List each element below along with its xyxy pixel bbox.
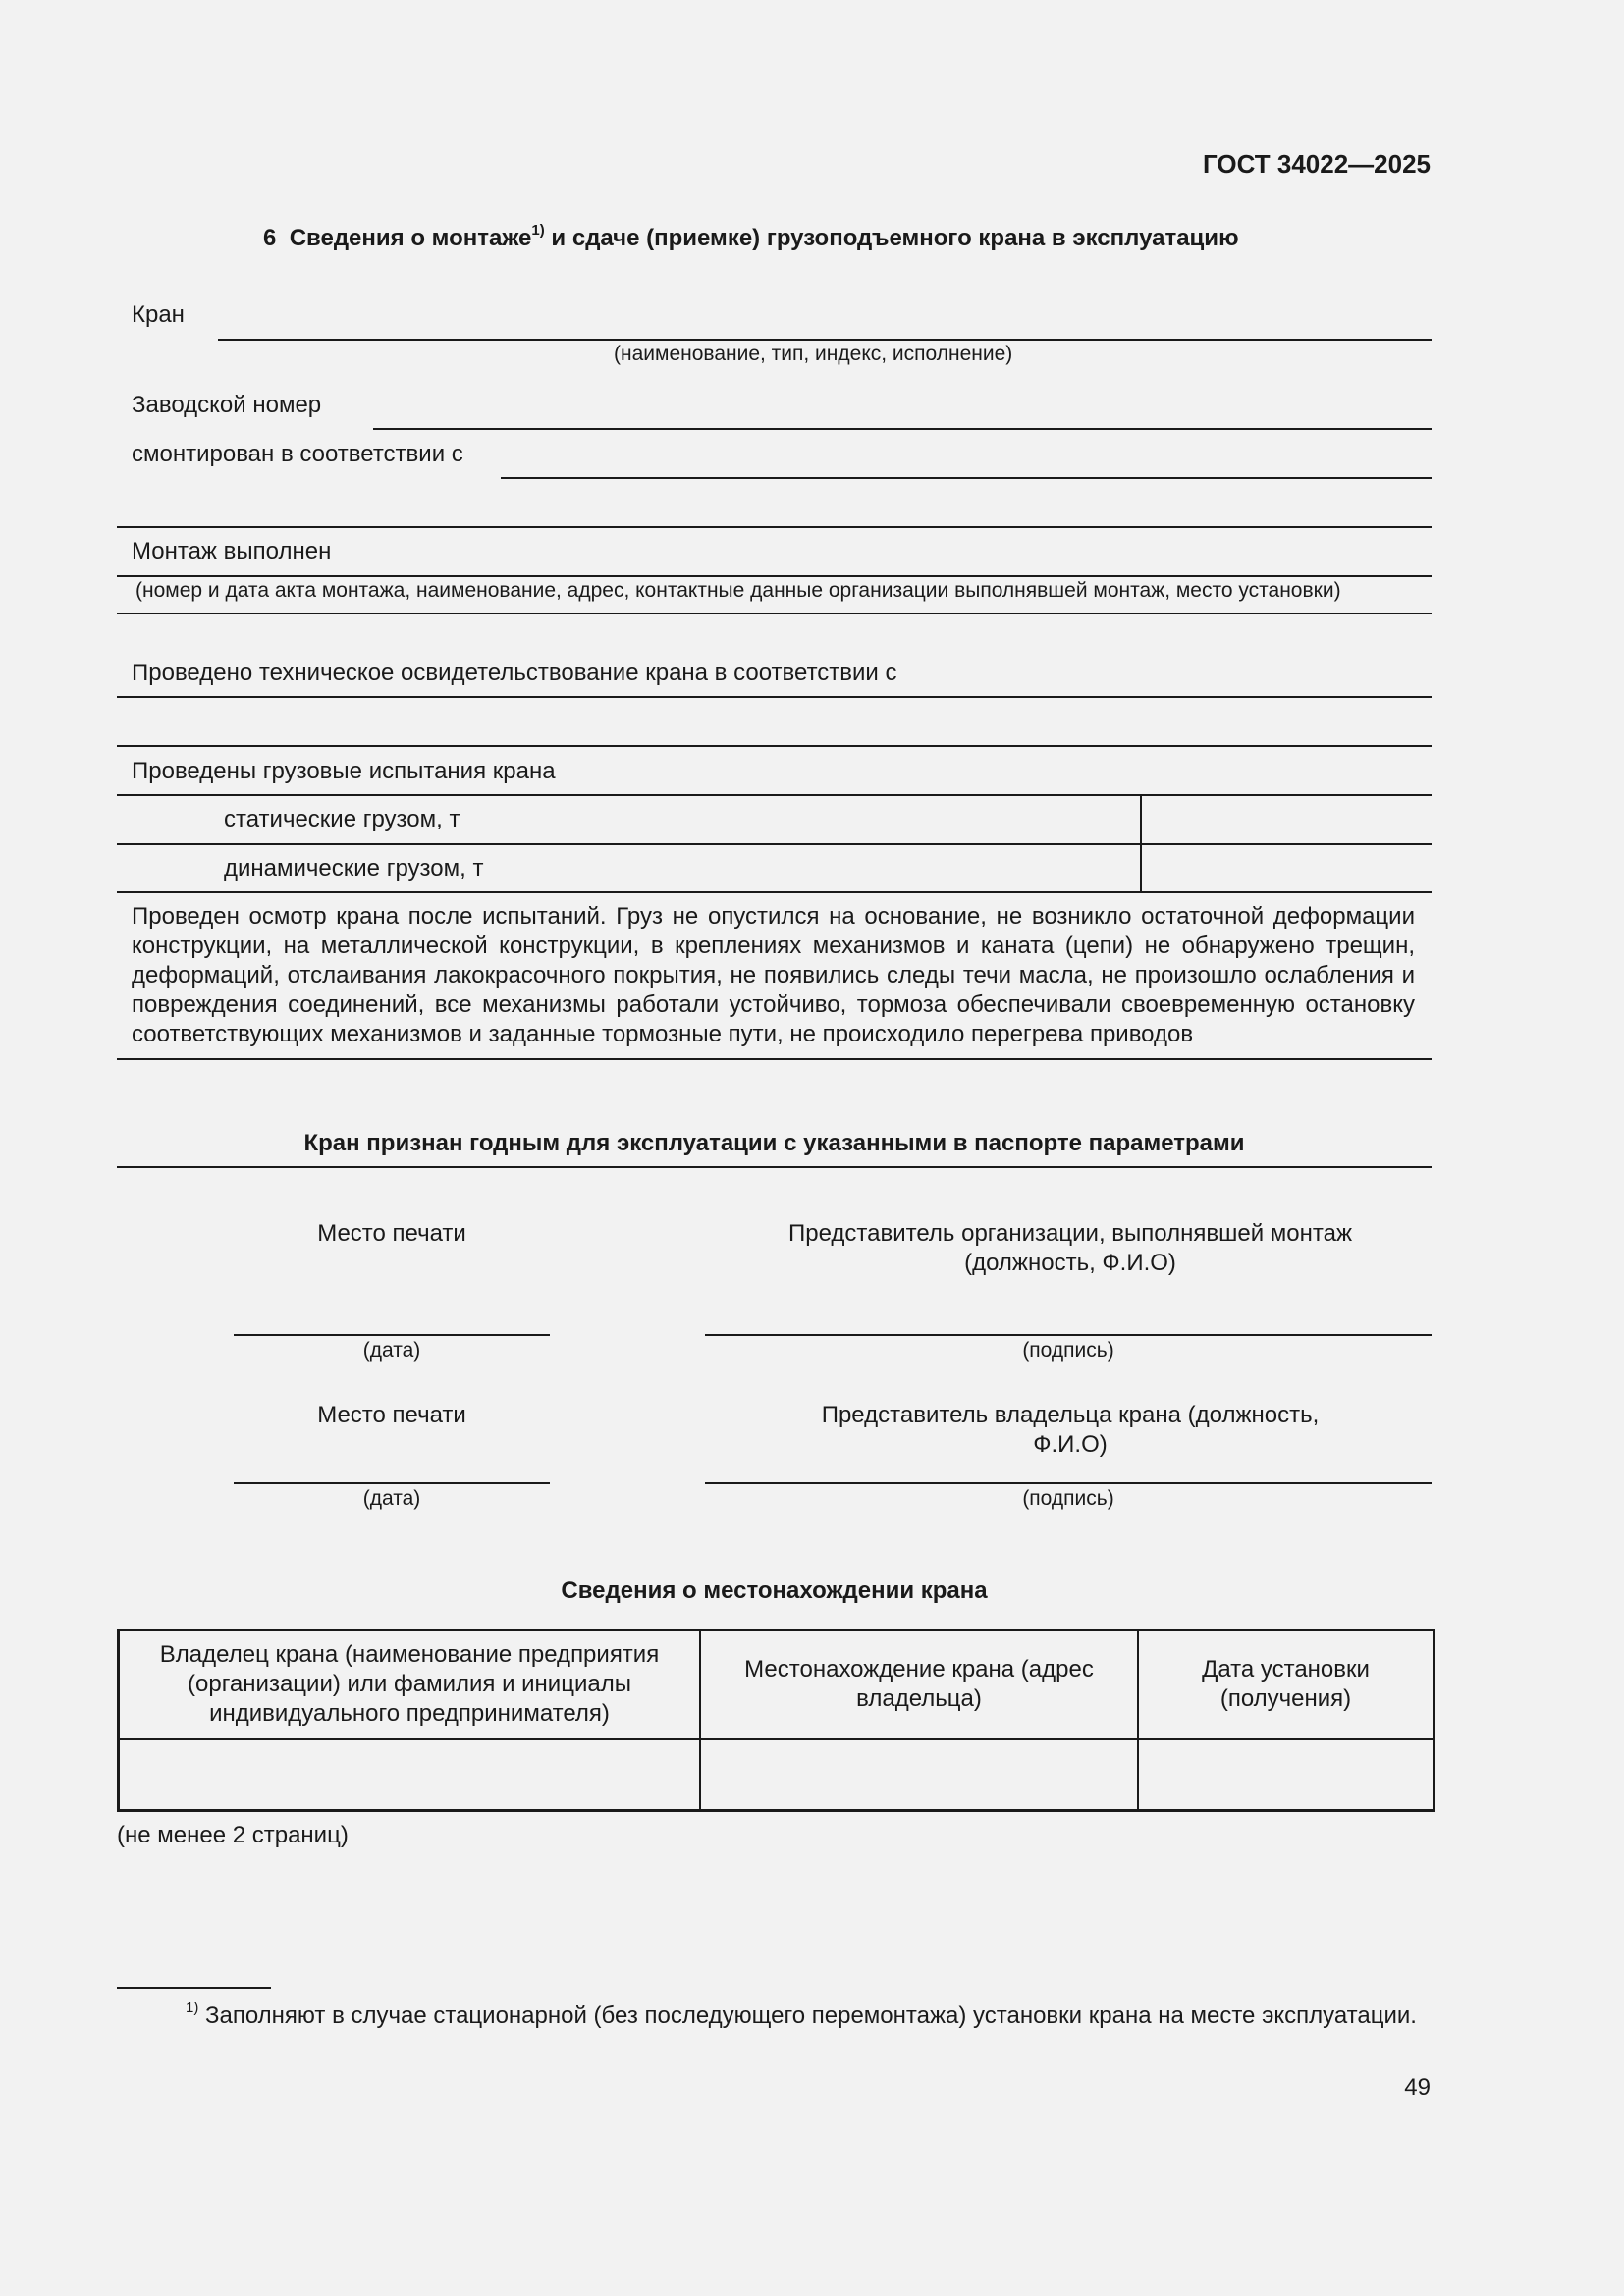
date-field-2[interactable] [234, 1482, 550, 1484]
crane-hint: (наименование, тип, индекс, исполнение) [614, 343, 1013, 365]
date-field-1[interactable] [234, 1334, 550, 1336]
crane-label: Кран [132, 301, 185, 328]
footnote-ref: 1) [531, 222, 545, 239]
inspection-label: Проведено техническое освидетельствование крана в соответствии с [132, 660, 897, 686]
load-tests-label: Проведены грузовые испытания крана [132, 758, 556, 784]
section-title-part1: Сведения о монтаже [289, 225, 532, 251]
cell-owner[interactable] [119, 1739, 701, 1811]
signature-field-2[interactable] [705, 1482, 1432, 1484]
section-number: 6 [263, 225, 277, 251]
signature-hint-1: (подпись) [1022, 1339, 1114, 1362]
mounted-label: смонтирован в соответствии с [132, 441, 463, 467]
conclusion-underline [117, 1166, 1432, 1168]
static-load-value-field[interactable] [1142, 796, 1432, 843]
cell-location[interactable] [700, 1739, 1138, 1811]
signature-hint-2: (подпись) [1022, 1487, 1114, 1510]
assembly-field[interactable] [117, 575, 1432, 577]
crane-field[interactable] [218, 339, 1432, 341]
mounted-field[interactable] [501, 477, 1432, 479]
assembly-field-line-2[interactable] [117, 613, 1432, 614]
location-table [117, 1629, 1435, 1812]
section-title-part2: и сдаче (приемке) грузоподъемного крана в эксплуатацию [551, 225, 1239, 251]
page-number: 49 [1404, 2074, 1431, 2101]
serial-number-field[interactable] [373, 428, 1432, 430]
table-row [119, 1739, 1435, 1811]
assembly-hint: (номер и дата акта монтажа, наименование, адрес, контактные данные организации выполнявшей монтаж, место установки) [135, 579, 1341, 602]
header-owner: Владелец крана (наименование предприятия (организации) или фамилия и инициалы индивидуального предпринимателя) [119, 1630, 701, 1739]
footnote-separator [117, 1987, 271, 1989]
header-location: Местонахождение крана (адрес владельца) [700, 1630, 1138, 1739]
inspection-paragraph-bottom [117, 1058, 1432, 1060]
footnote [117, 2002, 1432, 2031]
seal-place-2: Место печати [317, 1402, 466, 1428]
signature-field-1[interactable] [705, 1334, 1432, 1336]
inspection-paragraph: Проведен осмотр крана после испытаний. Груз не опустился на основание, не возникло остаточной деформации конструкции, на металлической конструкции, в креплениях механизмов и каната (цепи) не обнаружено трещин, деформаций, отслаивания лакокрасочного покрытия, не появились следы течи масла, не произошло ослабления и повреждения соединений, все механизмы работали устойчиво, тормоза обеспечивали своевременную остановку соответствующих механизмов и заданные тормозные пути, не происходило перегрева приводов [132, 903, 1415, 1047]
cell-install-date[interactable] [1138, 1739, 1435, 1811]
serial-number-label: Заводской номер [132, 392, 322, 418]
section-title [263, 224, 1239, 253]
representative-2-label: Представитель владельца крана (должность, Ф.И.О) [821, 1402, 1320, 1458]
mounted-field-line-2[interactable] [117, 526, 1432, 528]
footnote-marker: 1) [186, 2000, 199, 2016]
location-title: Сведения о местонахождении крана [561, 1577, 988, 1604]
representative-1-label: Представитель организации, выполнявшей монтаж (должность, Ф.И.О) [788, 1220, 1352, 1276]
header-install-date: Дата установки (получения) [1138, 1630, 1435, 1739]
inspection-field-line-2[interactable] [117, 745, 1432, 747]
dynamic-load-label: динамические грузом, т [224, 855, 484, 881]
table-header-row [119, 1630, 1435, 1739]
conclusion-text: Кран признан годным для эксплуатации с указанными в паспорте параметрами [303, 1130, 1245, 1156]
pages-note: (не менее 2 страниц) [117, 1822, 349, 1848]
footnote-text: Заполняют в случае стационарной (без последующего перемонтажа) установки крана на месте эксплуатации. [205, 2002, 1417, 2029]
static-load-label: статические грузом, т [224, 806, 460, 832]
seal-place-1: Место печати [317, 1220, 466, 1247]
location-table-wrapper [117, 1629, 1435, 1812]
assembly-label: Монтаж выполнен [132, 538, 332, 564]
date-hint-2: (дата) [362, 1487, 421, 1510]
dynamic-load-bottom [117, 891, 1432, 893]
inspection-field[interactable] [117, 696, 1432, 698]
dynamic-load-value-field[interactable] [1142, 845, 1432, 891]
date-hint-1: (дата) [362, 1339, 421, 1362]
document-code: ГОСТ 34022—2025 [1203, 149, 1431, 179]
